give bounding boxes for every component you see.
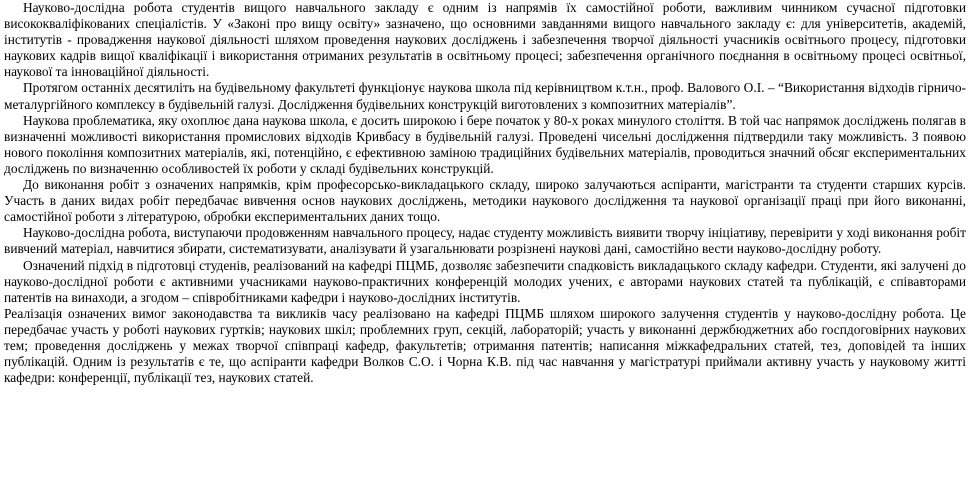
paragraph-department-approach: Означений підхід в підготовці студенів, реалізований на кафедрі ПЦМБ, дозволяє забезпечити спадковість викладацького складу кафедри. Студенти, які залучені до науково-дослідної роботи є активними учасниками науково-практичних конференцій молодих учених, є авторами наукових статей та публікацій, є співавторами патентів на винаходи, а згодом – співробітниками кафедри і науково-дослідних інститутів. [4,257,966,305]
paragraph-research-continuation: Науково-дослідна робота, виступаючи продовженням навчального процесу, надає студенту можливість виявити творчу ініціативу, перевірити у ході виконання робіт вивчений матеріал, навчитися збирати, систематизувати, аналізувати й узагальнювати розрізнені наукові дані, самостійно вести науково-дослідну роботу. [4,225,966,257]
paragraph-research-problems: Наукова проблематика, яку охоплює дана наукова школа, є досить широкою і бере початок у 80-х роках минулого століття. В той час напрямок досліджень полягав в визначенні можливості використання промислових відходів Кривбасу в будівельній галузі. Проведені чисельні дослідження підтвердили таку можливість. З появою нового покоління композитних матеріалів, які, потенційно, є ефективною заміною традиційних будівельних матеріалів, проводиться значний обсяг експериментальних досліджень по визначенню особливостей їх роботи у складі будівельних конструкцій. [4,112,966,176]
paragraph-student-involvement: До виконання робіт з означених напрямків, крім професорсько-викладацького складу, широко залучаються аспіранти, магістранти та студенти старших курсів. Участь в даних видах робіт передбачає вивчення основ наукових досліджень, методики наукового дослідження та наукової організації праці при його виконанні, самостійної роботи з літературою, обробки експериментальних даних тощо. [4,177,966,225]
paragraph-research-work-intro: Науково-дослідна робота студентів вищого навчального закладу є одним із напрямів їх самостійної роботи, важливим чинником сучасної підготовки висококваліфікованих спеціалістів. У «Законі про вищу освіту» зазначено, що основними завданнями вищого навчального закладу є: для університетів, академій, інститутів - провадження наукової діяльності шляхом проведення наукових досліджень і забезпечення творчої діяльності учасників освітнього процесу, підготовки наукових кадрів вищої кваліфікації і використання отриманих результатів в освітньому процесі; забезпечення органічного поєднання в освітньому процесі освітньої, наукової та інноваційної діяльності. [4,0,966,80]
paragraph-implementation: Реалізація означених вимог законодавства та викликів часу реалізовано на кафедрі ПЦМБ шляхом широкого залучення студентів у науково-дослідну робота. Це передбачає участь у роботі наукових гуртків; наукових шкіл; проблемних груп, секцій, лабораторій; участь у виконанні держбюджетних або госпдоговірних наукових тем; проведення досліджень у межах творчої співпраці кафедр, факультетів; отримання патентів; написання міжкафедральних статей, тез, доповідей та інших публікацій. Одним із результатів є те, що аспіранти кафедри Волков С.О. і Чорна К.В. під час навчання у магістратурі приймали активну участь у науковому житті кафедри: конференції, публікації тез, наукових статей. [4,305,966,386]
paragraph-scientific-school: Протягом останніх десятиліть на будівельному факультеті функціонує наукова школа під керівництвом к.т.н., проф. Валового О.І. – “Використання відходів гірничо-металургійного комплексу в будівельній галузі. Дослідження будівельних конструкцій виготовлених з композитних матеріалів”. [4,80,966,112]
